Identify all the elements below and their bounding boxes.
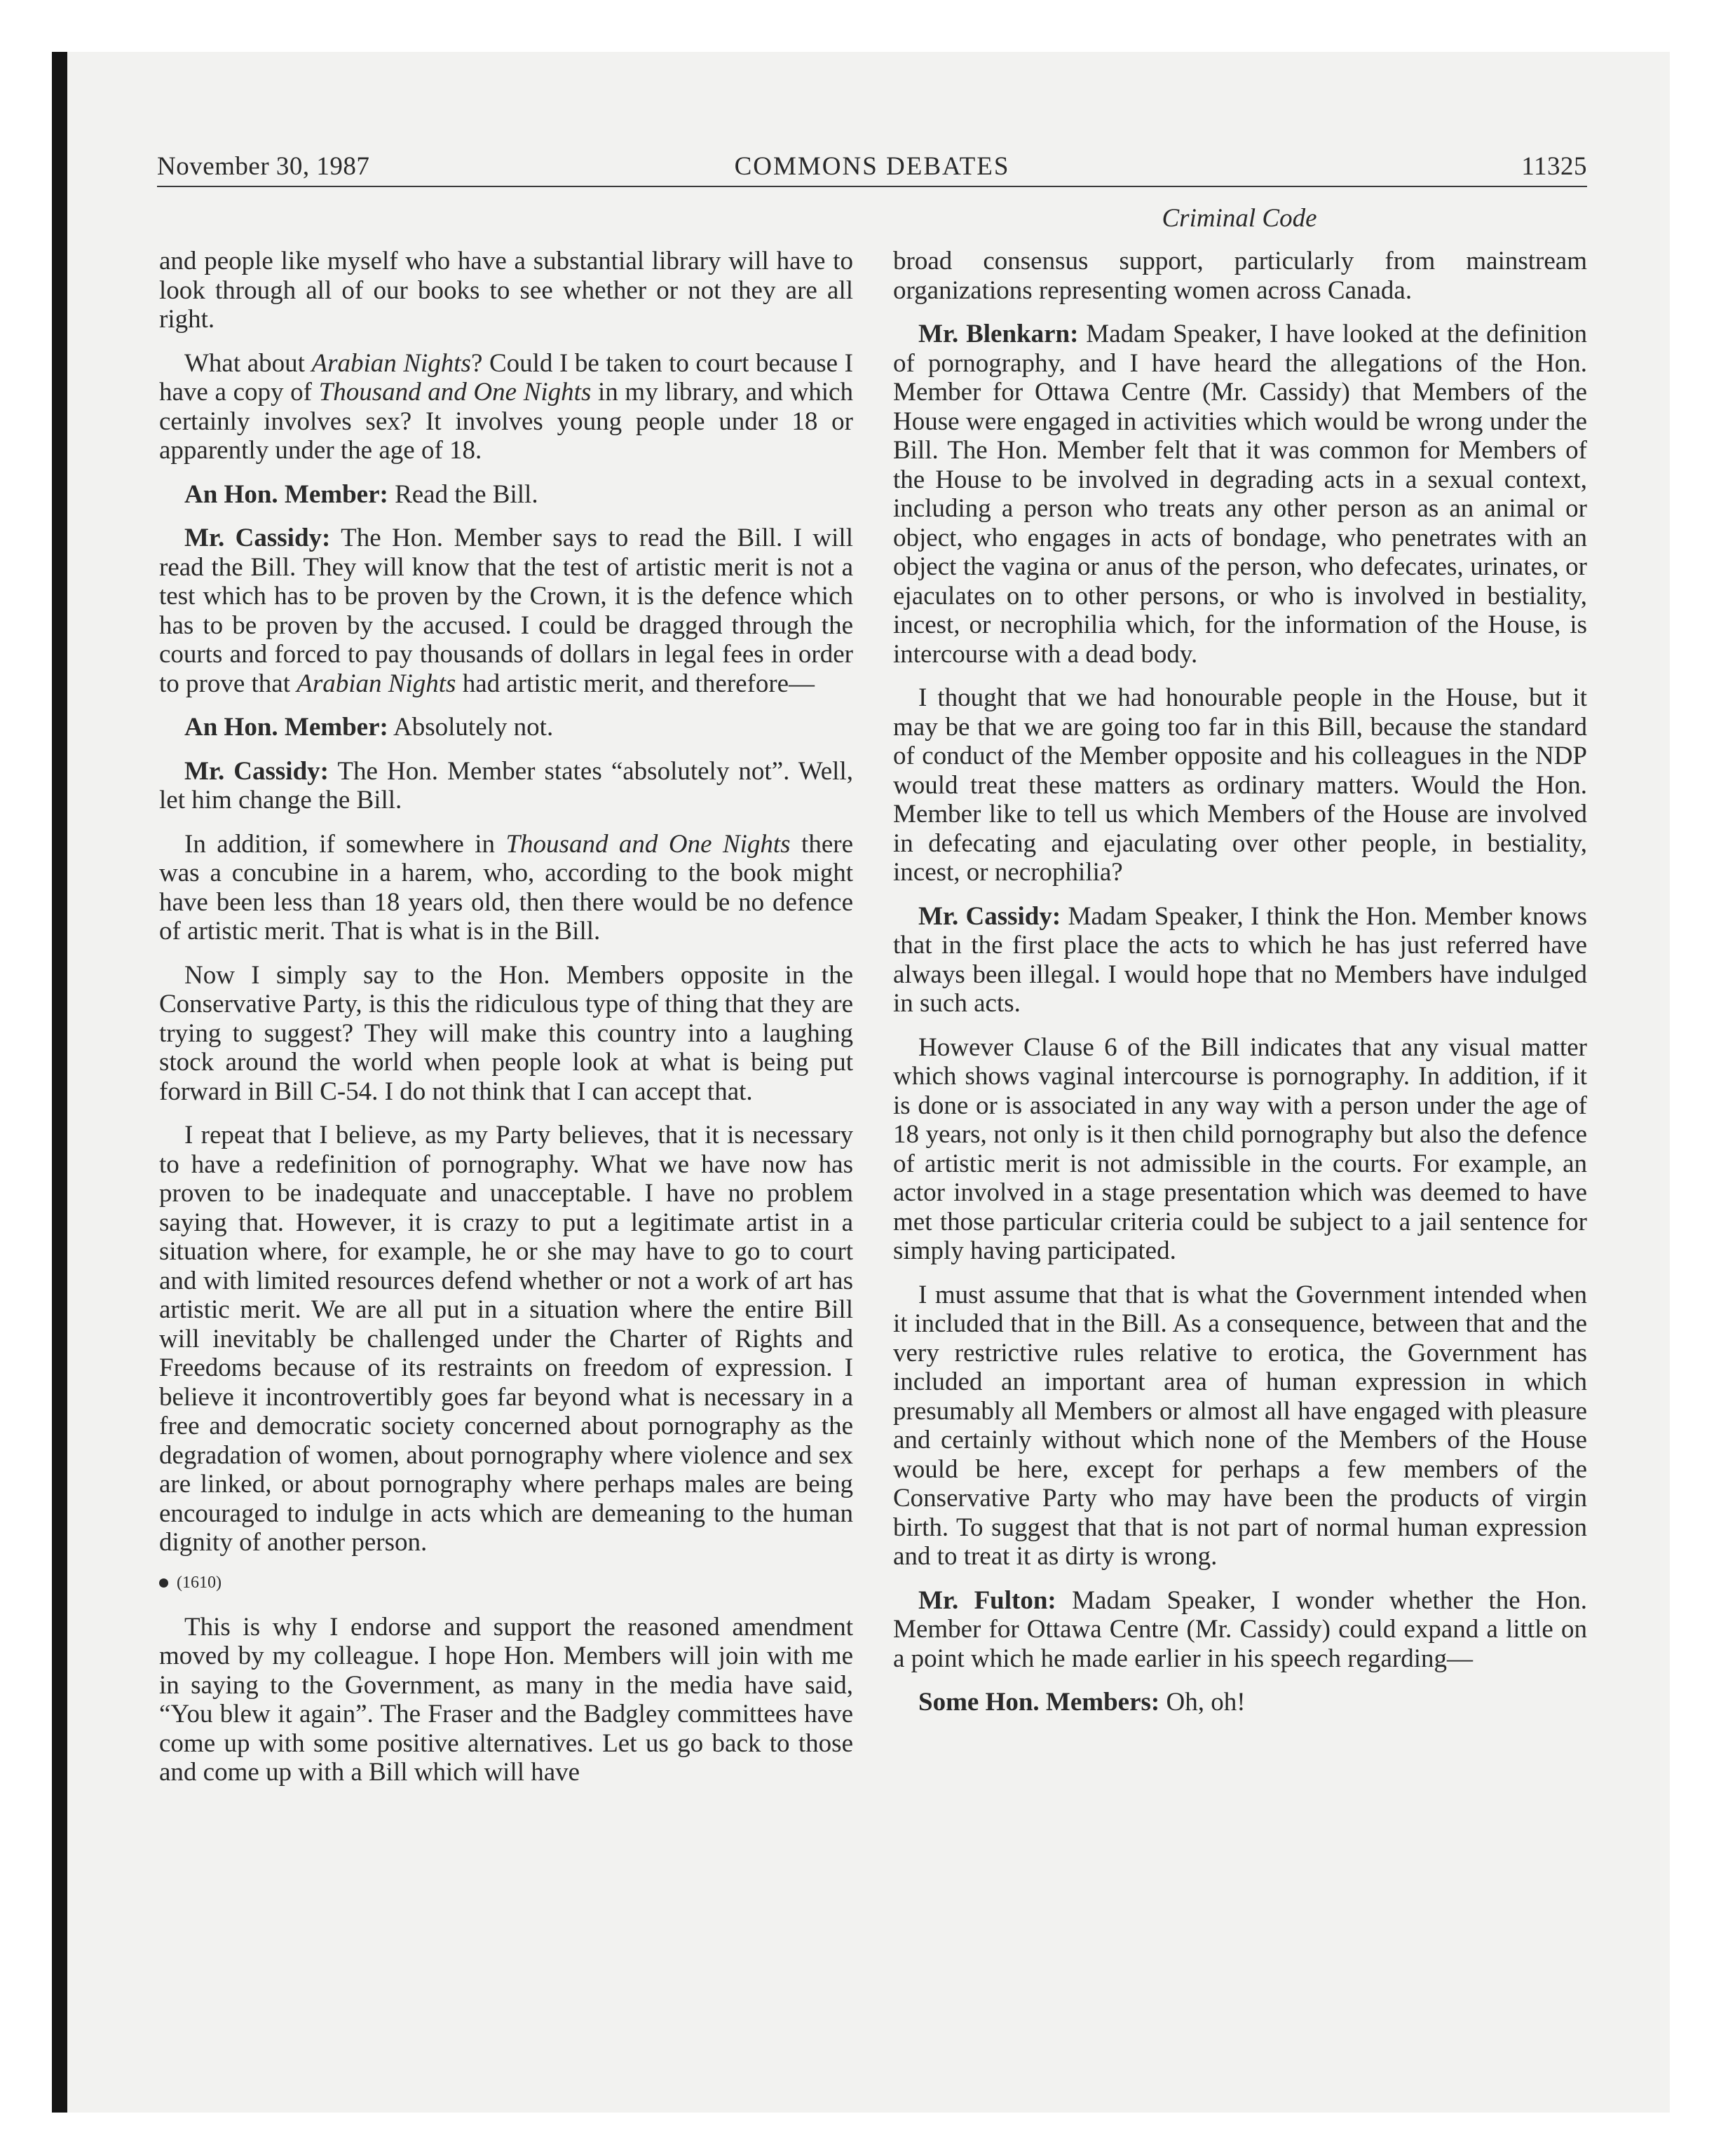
paragraph: Mr. Fulton: Madam Speaker, I wonder whether the Hon. Member for Ottawa Centre (Mr. Cassidy) could expand a little on a point which he made earlier in his speech regarding—	[893, 1585, 1587, 1673]
paragraph: Mr. Cassidy: The Hon. Member states “absolutely not”. Well, let him change the Bill.	[159, 756, 853, 814]
paragraph: An Hon. Member: Read the Bill.	[184, 479, 538, 509]
paragraph: I repeat that I believe, as my Party believes, that it is necessary to have a redefinition of pornography. What we have now has proven to be inadequate and unacceptable. I have no problem saying that. However, it is crazy to put a legitimate artist in a situation where, for example, he or she may have to go to court and with limited resources defend whether or not a work of art has artistic merit. We are all put in a situation where the entire Bill will inevitably be challenged under the Charter of Rights and Freedoms because of its restraints on freedom of expression. I believe it incontrovertibly goes far beyond what is necessary in a free and democratic society concerned about pornography as the degradation of women, about pornography where violence and sex are linked, or about pornography where perhaps males are being encouraged to indulge in acts which are demeaning to the human dignity of another person.	[159, 1121, 853, 1557]
paragraph: This is why I endorse and support the reasoned amendment moved by my colleague. I hope Hon. Members will join with me in saying to the Government, as many in the media have said, “You blew it again”. The Fraser and the Badgley committees have come up with some positive alternatives. Let us go back to those and come up with a Bill which will have	[159, 1612, 853, 1787]
running-header	[157, 151, 1587, 186]
header-rule	[157, 186, 1587, 187]
paragraph: Mr. Blenkarn: Madam Speaker, I have looked at the definition of pornography, and I have heard the allegations of the Hon. Member for Ottawa Centre (Mr. Cassidy) that Members of the House were engaged in activities which would be wrong under the Bill. The Hon. Member felt that it was common for Members of the House to be involved in degrading acts in a sexual context, including a person who treats any other person as an animal or object, who engages in acts of bondage, who penetrates with an object the vagina or anus of the person, who defecates, urinates, or ejaculates on to other persons, or who is involved in bestiality, incest, or necrophilia which, for the information of the House, is intercourse with a dead body.	[893, 320, 1588, 669]
speaker-name: Mr. Fulton:	[918, 1585, 1056, 1615]
speaker-name: Mr. Blenkarn:	[918, 320, 1079, 348]
speaker-name: Mr. Cassidy:	[184, 524, 331, 552]
header-title: COMMONS DEBATES	[734, 152, 1010, 181]
paragraph: In addition, if somewhere in Thousand and One Nights there was a concubine in a harem, who, according to the book might have been less than 18 years old, then there would be no defence of artistic merit. That is what is in the Bill.	[159, 829, 853, 946]
speaker-name: Mr. Cassidy:	[918, 901, 1061, 931]
paragraph: Now I simply say to the Hon. Members opposite in the Conservative Party, is this the ridiculous type of thing that they are trying to suggest? They will make this country into a laughing stock around the world when people look at what is being put forward in Bill C-54. I do not think that I can accept that.	[159, 960, 853, 1106]
header-date: November 30, 1987	[157, 152, 370, 181]
paragraph: I thought that we had honourable people in the House, but it may be that we are going too far in this Bill, because the standard of conduct of the Member opposite and his colleagues in the NDP would treat these matters as ordinary matters. Would the Hon. Member like to tell us which Members of the House are involved in defecating and ejaculating over other people, in bestiality, incest, or necrophilia?	[893, 683, 1587, 887]
paragraph: An Hon. Member: Absolutely not.	[184, 713, 554, 742]
left-column	[159, 247, 853, 1802]
paragraph: Mr. Cassidy: The Hon. Member says to read the Bill. I will read the Bill. They will know that the test of artistic merit is not a test which has to be proven by the Crown, it is the defence which has to be proven by the accused. I could be dragged through the courts and forced to pay thousands of dollars in legal fees in order to prove that Arabian Nights had artistic merit, and therefore—	[159, 524, 853, 698]
paragraph: broad consensus support, particularly from mainstream organizations representing women across Canada.	[893, 247, 1587, 305]
speaker-name: An Hon. Member:	[184, 479, 388, 509]
timestamp-marker: (1610)	[159, 1572, 853, 1593]
speaker-name: An Hon. Member:	[184, 713, 388, 742]
paragraph: Some Hon. Members: Oh, oh!	[918, 1688, 1246, 1717]
speaker-name: Mr. Cassidy:	[184, 756, 329, 786]
scan-edge-bar	[52, 52, 67, 2113]
paragraph: and people like myself who have a substantial library will have to look through all of our books to see whether or not they are all right.	[159, 247, 853, 334]
speaker-name: Some Hon. Members:	[918, 1688, 1160, 1717]
paragraph: However Clause 6 of the Bill indicates that any visual matter which shows vaginal intercourse is pornography. In addition, if it is done or is associated in any way with a person under the age of 18 years, not only is it then child pornography but also the defence of artistic merit is not admissible in the courts. For example, an actor involved in a stage presentation which was deemed to have met those particular criteria could be subject to a jail sentence for simply having participated.	[893, 1032, 1587, 1265]
right-column	[893, 247, 1587, 1732]
paragraph: What about Arabian Nights? Could I be taken to court because I have a copy of Thousand and One Nights in my library, and which certainly involves sex? It involves young people under 18 or apparently under the age of 18.	[159, 348, 853, 465]
paragraph: I must assume that that is what the Government intended when it included that in the Bill. As a consequence, between that and the very restrictive rules relative to erotica, the Government has included an important area of human expression in which presumably all Members or almost all have engaged with pleasure and certainly without which none of the Members of the House would be here, except for perhaps a few members of the Conservative Party who may have been the products of virgin birth. To suggest that that is not part of normal human expression and to treat it as dirty is wrong.	[893, 1280, 1587, 1571]
bullet-icon	[159, 1578, 168, 1588]
page-number: 11325	[1521, 152, 1587, 181]
paragraph: Mr. Cassidy: Madam Speaker, I think the Hon. Member knows that in the first place the acts to which he has just referred have always been illegal. I would hope that no Members have indulged in such acts.	[893, 901, 1587, 1018]
section-label: Criminal Code	[1162, 204, 1317, 233]
